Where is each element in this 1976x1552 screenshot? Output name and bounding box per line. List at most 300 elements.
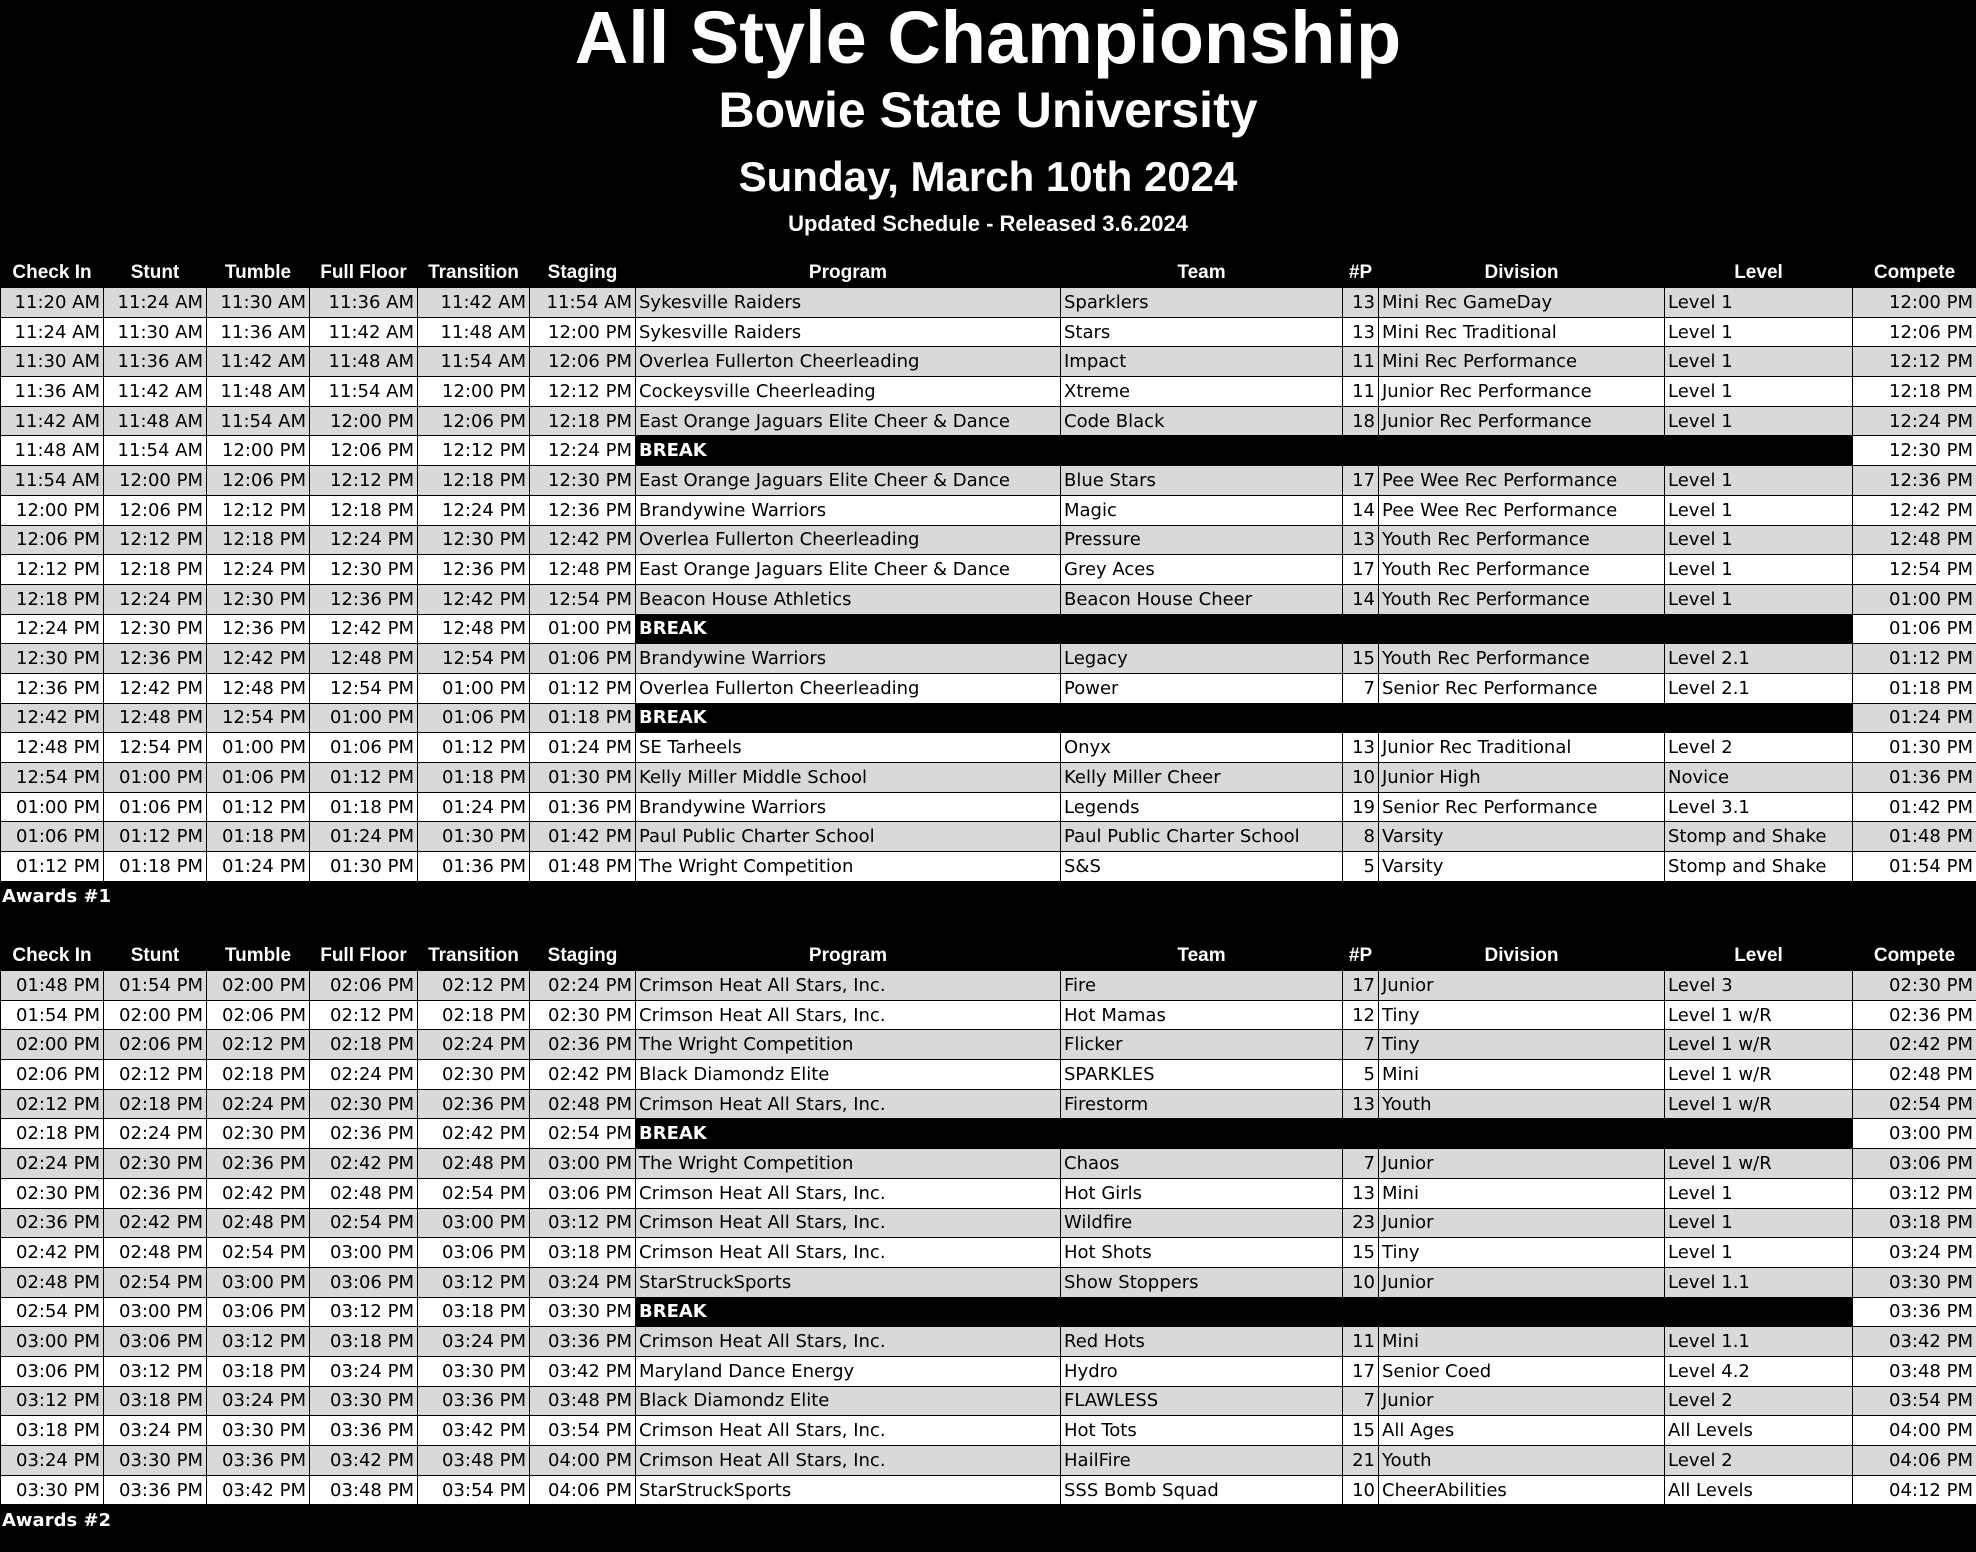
division-cell: Junior Rec Traditional <box>1379 733 1665 763</box>
stunt-cell: 12:54 PM <box>104 733 207 763</box>
division-cell: Youth <box>1379 1446 1665 1476</box>
full-floor-cell: 01:00 PM <box>310 703 418 733</box>
table-row <box>1 1208 1976 1238</box>
level-cell: Level 2 <box>1665 733 1853 763</box>
level-cell: Level 1 <box>1665 555 1853 585</box>
program-cell: Crimson Heat All Stars, Inc. <box>636 1000 1061 1030</box>
participants-cell: 21 <box>1343 1446 1379 1476</box>
level-cell: Level 1 <box>1665 1208 1853 1238</box>
check-in-cell: 02:06 PM <box>1 1060 104 1090</box>
participants-cell: 13 <box>1343 1089 1379 1119</box>
compete-cell: 02:30 PM <box>1853 971 1976 1001</box>
program-cell: Overlea Fullerton Cheerleading <box>636 347 1061 377</box>
full-floor-cell: 12:24 PM <box>310 525 418 555</box>
participants-cell: 11 <box>1343 377 1379 407</box>
tumble-cell: 03:06 PM <box>207 1297 310 1327</box>
program-cell: East Orange Jaguars Elite Cheer & Dance <box>636 406 1061 436</box>
level-cell: Level 3 <box>1665 971 1853 1001</box>
participants-cell: 10 <box>1343 1475 1379 1505</box>
transition-cell: 01:12 PM <box>418 733 530 763</box>
full-floor-cell: 12:06 PM <box>310 436 418 466</box>
level-cell: Level 1 <box>1665 347 1853 377</box>
compete-cell: 01:00 PM <box>1853 584 1976 614</box>
table-row <box>1 1475 1976 1505</box>
full-floor-cell: 12:12 PM <box>310 466 418 496</box>
full-floor-cell: 12:00 PM <box>310 406 418 436</box>
team-cell: Firestorm <box>1061 1089 1343 1119</box>
staging-cell: 01:00 PM <box>530 614 636 644</box>
level-cell: Level 1 <box>1665 1178 1853 1208</box>
program-cell: Kelly Miller Middle School <box>636 763 1061 793</box>
program-cell: Beacon House Athletics <box>636 584 1061 614</box>
table-row <box>1 584 1976 614</box>
compete-cell: 12:00 PM <box>1853 288 1976 318</box>
column-header: Staging <box>530 941 636 971</box>
break-label: BREAK <box>636 436 1853 466</box>
tumble-cell: 03:12 PM <box>207 1327 310 1357</box>
level-cell: Level 1 w/R <box>1665 1060 1853 1090</box>
staging-cell: 12:18 PM <box>530 406 636 436</box>
compete-cell: 01:54 PM <box>1853 852 1976 882</box>
participants-cell: 10 <box>1343 1267 1379 1297</box>
table-row <box>1 971 1976 1001</box>
staging-cell: 12:42 PM <box>530 525 636 555</box>
full-floor-cell: 02:06 PM <box>310 971 418 1001</box>
column-header: Stunt <box>104 258 207 288</box>
schedule-header <box>0 0 1976 238</box>
compete-cell: 04:06 PM <box>1853 1446 1976 1476</box>
check-in-cell: 11:30 AM <box>1 347 104 377</box>
transition-cell: 02:54 PM <box>418 1178 530 1208</box>
team-cell: Kelly Miller Cheer <box>1061 763 1343 793</box>
level-cell: Level 1 <box>1665 317 1853 347</box>
transition-cell: 02:12 PM <box>418 971 530 1001</box>
column-header: Level <box>1665 258 1853 288</box>
stunt-cell: 02:48 PM <box>104 1238 207 1268</box>
program-cell: Maryland Dance Energy <box>636 1356 1061 1386</box>
level-cell: Level 1 <box>1665 495 1853 525</box>
check-in-cell: 12:06 PM <box>1 525 104 555</box>
tumble-cell: 01:12 PM <box>207 792 310 822</box>
tumble-cell: 12:18 PM <box>207 525 310 555</box>
check-in-cell: 12:54 PM <box>1 763 104 793</box>
stunt-cell: 03:06 PM <box>104 1327 207 1357</box>
division-cell: Mini <box>1379 1178 1665 1208</box>
staging-cell: 12:30 PM <box>530 466 636 496</box>
compete-cell: 03:12 PM <box>1853 1178 1976 1208</box>
transition-cell: 12:24 PM <box>418 495 530 525</box>
level-cell: Level 1 <box>1665 1238 1853 1268</box>
column-header: Team <box>1061 258 1343 288</box>
full-floor-cell: 02:48 PM <box>310 1178 418 1208</box>
compete-cell: 01:36 PM <box>1853 763 1976 793</box>
transition-cell: 02:36 PM <box>418 1089 530 1119</box>
stunt-cell: 02:30 PM <box>104 1149 207 1179</box>
full-floor-cell: 02:42 PM <box>310 1149 418 1179</box>
program-cell: StarStruckSports <box>636 1475 1061 1505</box>
program-cell: Black Diamondz Elite <box>636 1060 1061 1090</box>
table-row <box>1 466 1976 496</box>
full-floor-cell: 01:24 PM <box>310 822 418 852</box>
tumble-cell: 01:24 PM <box>207 852 310 882</box>
column-header: Tumble <box>207 941 310 971</box>
level-cell: Stomp and Shake <box>1665 852 1853 882</box>
column-header: Team <box>1061 941 1343 971</box>
transition-cell: 11:48 AM <box>418 317 530 347</box>
division-cell: Youth <box>1379 1089 1665 1119</box>
stunt-cell: 01:12 PM <box>104 822 207 852</box>
table-row <box>1 377 1976 407</box>
event-date: Sunday, March 10th 2024 <box>738 153 1238 200</box>
full-floor-cell: 01:18 PM <box>310 792 418 822</box>
division-cell: Tiny <box>1379 1238 1665 1268</box>
level-cell: Level 1 <box>1665 288 1853 318</box>
staging-cell: 01:42 PM <box>530 822 636 852</box>
table-row <box>1 1386 1976 1416</box>
check-in-cell: 01:12 PM <box>1 852 104 882</box>
transition-cell: 01:18 PM <box>418 763 530 793</box>
team-cell: Legends <box>1061 792 1343 822</box>
transition-cell: 01:30 PM <box>418 822 530 852</box>
table-row <box>1 1178 1976 1208</box>
level-cell: Level 1 w/R <box>1665 1089 1853 1119</box>
level-cell: Level 1 <box>1665 584 1853 614</box>
full-floor-cell: 12:54 PM <box>310 673 418 703</box>
stunt-cell: 12:30 PM <box>104 614 207 644</box>
division-cell: Junior High <box>1379 763 1665 793</box>
participants-cell: 15 <box>1343 1238 1379 1268</box>
check-in-cell: 03:12 PM <box>1 1386 104 1416</box>
level-cell: Level 4.2 <box>1665 1356 1853 1386</box>
compete-cell: 03:18 PM <box>1853 1208 1976 1238</box>
tumble-cell: 03:18 PM <box>207 1356 310 1386</box>
tumble-cell: 12:12 PM <box>207 495 310 525</box>
transition-cell: 03:00 PM <box>418 1208 530 1238</box>
column-header: Transition <box>418 258 530 288</box>
tumble-cell: 11:30 AM <box>207 288 310 318</box>
participants-cell: 17 <box>1343 1356 1379 1386</box>
full-floor-cell: 02:12 PM <box>310 1000 418 1030</box>
division-cell: Varsity <box>1379 822 1665 852</box>
check-in-cell: 02:48 PM <box>1 1267 104 1297</box>
tumble-cell: 01:00 PM <box>207 733 310 763</box>
compete-cell: 12:12 PM <box>1853 347 1976 377</box>
column-header: Check In <box>1 258 104 288</box>
table-row <box>1 644 1976 674</box>
staging-cell: 03:36 PM <box>530 1327 636 1357</box>
table-row <box>1 406 1976 436</box>
transition-cell: 01:24 PM <box>418 792 530 822</box>
tumble-cell: 01:18 PM <box>207 822 310 852</box>
full-floor-cell: 12:36 PM <box>310 584 418 614</box>
participants-cell: 15 <box>1343 644 1379 674</box>
check-in-cell: 01:54 PM <box>1 1000 104 1030</box>
table-row <box>1 1060 1976 1090</box>
stunt-cell: 12:48 PM <box>104 703 207 733</box>
participants-cell: 14 <box>1343 584 1379 614</box>
column-header: Division <box>1379 258 1665 288</box>
level-cell: Level 2.1 <box>1665 673 1853 703</box>
compete-cell: 02:42 PM <box>1853 1030 1976 1060</box>
staging-cell: 03:48 PM <box>530 1386 636 1416</box>
full-floor-cell: 03:18 PM <box>310 1327 418 1357</box>
participants-cell: 7 <box>1343 673 1379 703</box>
column-header: Transition <box>418 941 530 971</box>
division-cell: Junior Rec Performance <box>1379 377 1665 407</box>
stunt-cell: 11:48 AM <box>104 406 207 436</box>
full-floor-cell: 01:30 PM <box>310 852 418 882</box>
tumble-cell: 12:30 PM <box>207 584 310 614</box>
program-cell: Crimson Heat All Stars, Inc. <box>636 1446 1061 1476</box>
stunt-cell: 02:06 PM <box>104 1030 207 1060</box>
check-in-cell: 11:54 AM <box>1 466 104 496</box>
transition-cell: 03:48 PM <box>418 1446 530 1476</box>
compete-cell: 04:00 PM <box>1853 1416 1976 1446</box>
column-header-row <box>1 941 1976 971</box>
compete-cell: 04:12 PM <box>1853 1475 1976 1505</box>
column-header: Level <box>1665 941 1853 971</box>
tumble-cell: 01:06 PM <box>207 763 310 793</box>
tumble-cell: 02:06 PM <box>207 1000 310 1030</box>
stunt-cell: 12:12 PM <box>104 525 207 555</box>
transition-cell: 02:18 PM <box>418 1000 530 1030</box>
level-cell: All Levels <box>1665 1416 1853 1446</box>
break-row <box>1 703 1976 733</box>
compete-cell: 02:36 PM <box>1853 1000 1976 1030</box>
transition-cell: 02:24 PM <box>418 1030 530 1060</box>
compete-cell: 01:18 PM <box>1853 673 1976 703</box>
stunt-cell: 02:00 PM <box>104 1000 207 1030</box>
program-cell: Crimson Heat All Stars, Inc. <box>636 1178 1061 1208</box>
transition-cell: 03:30 PM <box>418 1356 530 1386</box>
table-row <box>1 792 1976 822</box>
participants-cell: 18 <box>1343 406 1379 436</box>
break-label: BREAK <box>636 1119 1853 1149</box>
stunt-cell: 01:18 PM <box>104 852 207 882</box>
stunt-cell: 02:18 PM <box>104 1089 207 1119</box>
table-row <box>1 1446 1976 1476</box>
stunt-cell: 01:00 PM <box>104 763 207 793</box>
participants-cell: 17 <box>1343 466 1379 496</box>
staging-cell: 03:12 PM <box>530 1208 636 1238</box>
staging-cell: 03:18 PM <box>530 1238 636 1268</box>
team-cell: Hot Tots <box>1061 1416 1343 1446</box>
transition-cell: 03:36 PM <box>418 1386 530 1416</box>
team-cell: Stars <box>1061 317 1343 347</box>
program-cell: Overlea Fullerton Cheerleading <box>636 673 1061 703</box>
tumble-cell: 02:30 PM <box>207 1119 310 1149</box>
division-cell: Mini Rec GameDay <box>1379 288 1665 318</box>
stunt-cell: 03:30 PM <box>104 1446 207 1476</box>
team-cell: Power <box>1061 673 1343 703</box>
tumble-cell: 02:36 PM <box>207 1149 310 1179</box>
team-cell: Onyx <box>1061 733 1343 763</box>
team-cell: Show Stoppers <box>1061 1267 1343 1297</box>
program-cell: Overlea Fullerton Cheerleading <box>636 525 1061 555</box>
check-in-cell: 02:42 PM <box>1 1238 104 1268</box>
team-cell: Fire <box>1061 971 1343 1001</box>
participants-cell: 11 <box>1343 347 1379 377</box>
staging-cell: 01:06 PM <box>530 644 636 674</box>
participants-cell: 23 <box>1343 1208 1379 1238</box>
tumble-cell: 03:00 PM <box>207 1267 310 1297</box>
participants-cell: 17 <box>1343 971 1379 1001</box>
break-row <box>1 614 1976 644</box>
staging-cell: 12:24 PM <box>530 436 636 466</box>
column-header: Staging <box>530 258 636 288</box>
transition-cell: 01:36 PM <box>418 852 530 882</box>
tumble-cell: 02:18 PM <box>207 1060 310 1090</box>
program-cell: Crimson Heat All Stars, Inc. <box>636 1089 1061 1119</box>
level-cell: Level 1.1 <box>1665 1267 1853 1297</box>
participants-cell: 13 <box>1343 1178 1379 1208</box>
level-cell: Level 2 <box>1665 1386 1853 1416</box>
staging-cell: 01:48 PM <box>530 852 636 882</box>
team-cell: Hot Mamas <box>1061 1000 1343 1030</box>
break-label: BREAK <box>636 703 1853 733</box>
participants-cell: 13 <box>1343 317 1379 347</box>
check-in-cell: 12:30 PM <box>1 644 104 674</box>
program-cell: The Wright Competition <box>636 852 1061 882</box>
staging-cell: 01:12 PM <box>530 673 636 703</box>
full-floor-cell: 12:42 PM <box>310 614 418 644</box>
transition-cell: 03:12 PM <box>418 1267 530 1297</box>
level-cell: Level 2.1 <box>1665 644 1853 674</box>
staging-cell: 02:30 PM <box>530 1000 636 1030</box>
check-in-cell: 03:00 PM <box>1 1327 104 1357</box>
team-cell: Grey Aces <box>1061 555 1343 585</box>
table-row <box>1 1356 1976 1386</box>
compete-cell: 02:48 PM <box>1853 1060 1976 1090</box>
staging-cell: 03:30 PM <box>530 1297 636 1327</box>
full-floor-cell: 11:54 AM <box>310 377 418 407</box>
check-in-cell: 01:06 PM <box>1 822 104 852</box>
level-cell: Level 1 <box>1665 466 1853 496</box>
compete-cell: 01:24 PM <box>1853 703 1976 733</box>
check-in-cell: 11:42 AM <box>1 406 104 436</box>
staging-cell: 03:00 PM <box>530 1149 636 1179</box>
team-cell: Pressure <box>1061 525 1343 555</box>
full-floor-cell: 03:30 PM <box>310 1386 418 1416</box>
check-in-cell: 02:12 PM <box>1 1089 104 1119</box>
stunt-cell: 02:36 PM <box>104 1178 207 1208</box>
division-cell: Senior Rec Performance <box>1379 792 1665 822</box>
staging-cell: 03:54 PM <box>530 1416 636 1446</box>
stunt-cell: 12:36 PM <box>104 644 207 674</box>
team-cell: Beacon House Cheer <box>1061 584 1343 614</box>
check-in-cell: 12:00 PM <box>1 495 104 525</box>
program-cell: Black Diamondz Elite <box>636 1386 1061 1416</box>
transition-cell: 01:00 PM <box>418 673 530 703</box>
check-in-cell: 12:24 PM <box>1 614 104 644</box>
tumble-cell: 11:36 AM <box>207 317 310 347</box>
table-row <box>1 1149 1976 1179</box>
program-cell: Crimson Heat All Stars, Inc. <box>636 971 1061 1001</box>
program-cell: Crimson Heat All Stars, Inc. <box>636 1416 1061 1446</box>
staging-cell: 12:36 PM <box>530 495 636 525</box>
tumble-cell: 11:42 AM <box>207 347 310 377</box>
participants-cell: 8 <box>1343 822 1379 852</box>
check-in-cell: 03:06 PM <box>1 1356 104 1386</box>
full-floor-cell: 03:48 PM <box>310 1475 418 1505</box>
compete-cell: 03:30 PM <box>1853 1267 1976 1297</box>
staging-cell: 03:06 PM <box>530 1178 636 1208</box>
check-in-cell: 02:18 PM <box>1 1119 104 1149</box>
compete-cell: 01:48 PM <box>1853 822 1976 852</box>
division-cell: Pee Wee Rec Performance <box>1379 495 1665 525</box>
schedule-table-1 <box>0 258 1976 882</box>
stunt-cell: 11:36 AM <box>104 347 207 377</box>
table-row <box>1 1327 1976 1357</box>
break-row <box>1 1297 1976 1327</box>
table-row <box>1 347 1976 377</box>
compete-cell: 01:30 PM <box>1853 733 1976 763</box>
table-row <box>1 852 1976 882</box>
staging-cell: 01:36 PM <box>530 792 636 822</box>
table-row <box>1 525 1976 555</box>
stunt-cell: 12:42 PM <box>104 673 207 703</box>
staging-cell: 02:42 PM <box>530 1060 636 1090</box>
awards-label: Awards #1 <box>2 886 112 907</box>
participants-cell: 14 <box>1343 495 1379 525</box>
compete-cell: 12:42 PM <box>1853 495 1976 525</box>
table-row <box>1 555 1976 585</box>
compete-cell: 12:54 PM <box>1853 555 1976 585</box>
program-cell: Brandywine Warriors <box>636 644 1061 674</box>
participants-cell: 5 <box>1343 1060 1379 1090</box>
participants-cell: 10 <box>1343 763 1379 793</box>
team-cell: SPARKLES <box>1061 1060 1343 1090</box>
level-cell: Level 1 <box>1665 406 1853 436</box>
stunt-cell: 11:30 AM <box>104 317 207 347</box>
program-cell: East Orange Jaguars Elite Cheer & Dance <box>636 466 1061 496</box>
level-cell: Level 2 <box>1665 1446 1853 1476</box>
level-cell: Level 1 <box>1665 525 1853 555</box>
table-row <box>1 495 1976 525</box>
tumble-cell: 03:30 PM <box>207 1416 310 1446</box>
full-floor-cell: 03:24 PM <box>310 1356 418 1386</box>
transition-cell: 02:30 PM <box>418 1060 530 1090</box>
program-cell: Cockeysville Cheerleading <box>636 377 1061 407</box>
table-row <box>1 1416 1976 1446</box>
team-cell: Hydro <box>1061 1356 1343 1386</box>
level-cell: All Levels <box>1665 1475 1853 1505</box>
program-cell: Crimson Heat All Stars, Inc. <box>636 1327 1061 1357</box>
division-cell: Varsity <box>1379 852 1665 882</box>
stunt-cell: 03:24 PM <box>104 1416 207 1446</box>
compete-cell: 03:24 PM <box>1853 1238 1976 1268</box>
level-cell: Level 1 w/R <box>1665 1030 1853 1060</box>
staging-cell: 01:24 PM <box>530 733 636 763</box>
column-header: Stunt <box>104 941 207 971</box>
compete-cell: 03:06 PM <box>1853 1149 1976 1179</box>
staging-cell: 02:24 PM <box>530 971 636 1001</box>
compete-cell: 01:12 PM <box>1853 644 1976 674</box>
division-cell: Senior Rec Performance <box>1379 673 1665 703</box>
program-cell: Crimson Heat All Stars, Inc. <box>636 1208 1061 1238</box>
column-header: Program <box>636 258 1061 288</box>
check-in-cell: 11:24 AM <box>1 317 104 347</box>
column-header: #P <box>1343 258 1379 288</box>
transition-cell: 12:00 PM <box>418 377 530 407</box>
division-cell: CheerAbilities <box>1379 1475 1665 1505</box>
break-row <box>1 436 1976 466</box>
participants-cell: 17 <box>1343 555 1379 585</box>
transition-cell: 03:54 PM <box>418 1475 530 1505</box>
check-in-cell: 02:30 PM <box>1 1178 104 1208</box>
table-row <box>1 673 1976 703</box>
team-cell: S&S <box>1061 852 1343 882</box>
